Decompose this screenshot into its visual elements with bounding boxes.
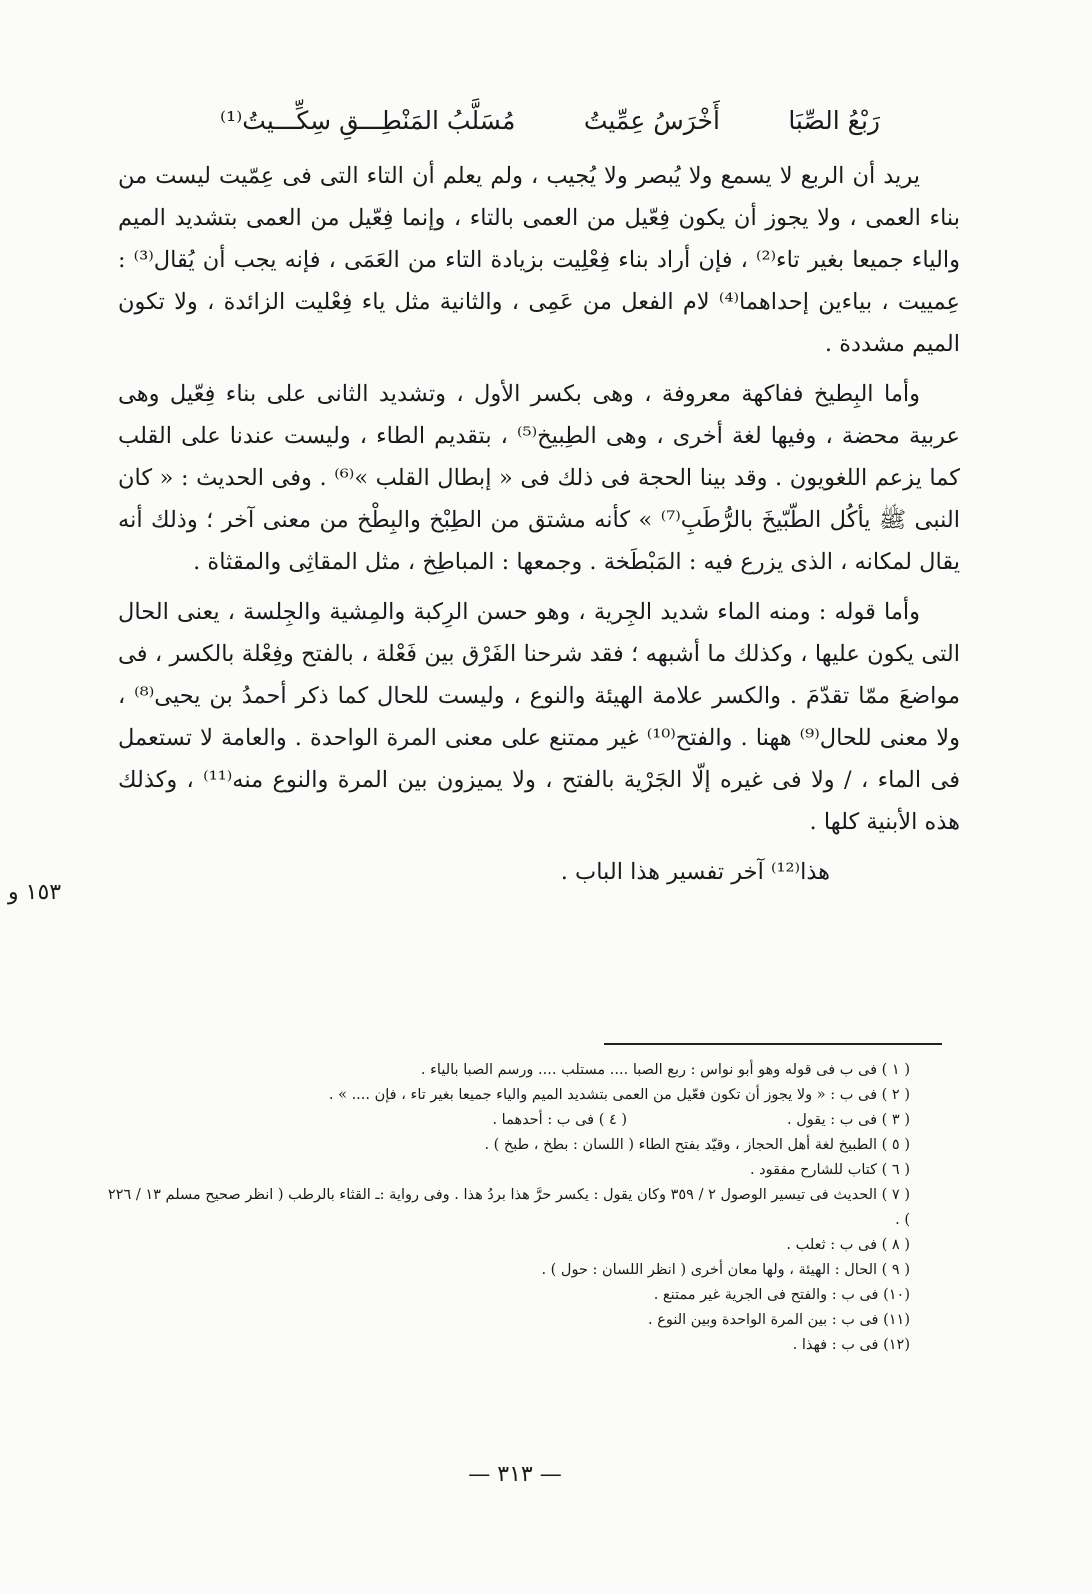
- paragraph-3: وأما قوله : ومنه الماء شديد الجِرية ، وهو حسن الرِكبة والمِشية والجِلسة ، يعنى الحال التى يكون عليها ، وكذلك ما أشبهه ؛ فقد شرحنا الفَرْق بين فَعْلة ، بالفتح وفِعْلة بالكسر ، فى مواضعَ ممّا تقدّمَ . والكسر علامة الهيئة والنوع ، وليست للحال كما ذكر أحمدُ بن يحيى⁽⁸⁾ ، ولا معنى للحال⁽⁹⁾ ههنا . والفتح⁽¹⁰⁾ غير ممتنع على معنى المرة الواحدة . والعامة لا تستعمل فى الماء ، / ولا فى غيره إلّا الجَرْية بالفتح ، ولا يميزون بين المرة والنوع منه⁽¹¹⁾ ، وكذلك هذه الأبنية كلها .: [118, 599, 960, 835]
- closing-line: هذا⁽¹²⁾ آخر تفسير هذا الباب .: [560, 859, 830, 885]
- paragraph-1: يريد أن الربع لا يسمع ولا يُبصر ولا يُجيب ، ولم يعلم أن التاء التى فى عِمّيت ليست من بناء العمى ، ولا يجوز أن يكون فِعّيل من العمى بالتاء ، وإنما فِعّيل من العمى بتشديد الميم والياء جميعا بغير تاء⁽²⁾ ، فإن أراد بناء فِعْلِيت بزيادة التاء من العَمَى ، فإنه يجب أن يُقال⁽³⁾ : عِمييت ، بياءين إحداهما⁽⁴⁾ لام الفعل من عَمِى ، والثانية مثل ياء فِعْليت الزائدة ، ولا تكون الميم مشددة .: [118, 163, 960, 357]
- paragraph-2: وأما البِطيخ ففاكهة معروفة ، وهى بكسر الأول ، وتشديد الثانى على بناء فِعّيل وهى عربية محضة ، وفيها لغة أخرى ، وهى الطِبيخ⁽⁵⁾ ، بتقديم الطاء ، وليست عندنا على القلب كما يزعم اللغويون . وقد بينا الحجة فى ذلك فى « إبطال القلب »⁽⁶⁾ . وفى الحديث : « كان النبى ﷺ يأكُل الطّبّيخَ بالرُّطَبِ⁽⁷⁾ » كأنه مشتق من الطِبْخ والبِطْخ من معنى آخر ؛ وذلك أنه يقال لمكانه ، الذى يزرع فيه : المَبْطَخة . وجمعها : المباطِخ ، مثل المقاثِى والمقثاة .: [118, 381, 961, 575]
- footnote-9: ( ٩ ) الحال : الهيئة ، ولها معان أخرى ( انظر اللسان : حول ) .: [541, 1262, 910, 1278]
- footnote-5: ( ٥ ) الطبيخ لغة أهل الحجاز ، وقيّد بفتح الطاء ( اللسان : بطخ ، طبخ ) .: [484, 1137, 910, 1153]
- footnote-row-3-4: [100, 1108, 910, 1133]
- verse-part-1: رَبْعُ الصِّبَا: [788, 106, 880, 135]
- footnote-divider: [604, 1043, 942, 1045]
- footnote-2: ( ٢ ) فى ب : « ولا يجوز أن تكون فعّيل من العمى بتشديد الميم والياء جميعا بغير تاء ، فإن .... » .: [328, 1087, 910, 1103]
- footnote-1: ( ١ ) فى ب فى قوله وهو أبو نواس : ربع الصبا .... مستلب .... ورسم الصبا بالياء .: [420, 1062, 910, 1078]
- footnote-7: ( ٧ ) الحديث فى تيسير الوصول ٢ / ٣٥٩ وكان يقول : يكسر حرَّ هذا بردُ هذا . وفى رواية :ـ القثاء بالرطب ( انظر صحيح مسلم ١٣ / ٢٢٦ ) .: [107, 1187, 910, 1228]
- main-text: [118, 155, 960, 901]
- footnote-12: (١٢) فى ب : فهذا .: [792, 1337, 910, 1353]
- footnote-4: ( ٤ ) فى ب : أحدهما .: [492, 1112, 628, 1128]
- footnote-11: (١١) فى ب : بين المرة الواحدة وبين النوع .: [648, 1312, 910, 1328]
- poetry-verse: [220, 104, 880, 138]
- manuscript-folio-marker: ١٥٣ و: [8, 880, 62, 905]
- footnote-6: ( ٦ ) كتاب للشارح مفقود .: [749, 1162, 910, 1178]
- footnotes: [100, 1058, 910, 1358]
- page-number: — ٣١٣ —: [468, 1462, 562, 1487]
- footnote-8: ( ٨ ) فى ب : ثعلب .: [786, 1237, 910, 1253]
- footnote-10: (١٠) فى ب : والفتح فى الجرية غير ممتنع .: [653, 1287, 910, 1303]
- footnote-3: ( ٣ ) فى ب : يقول .: [787, 1112, 910, 1128]
- verse-part-2: أَخْرَسُ عِمِّيتُ: [583, 106, 720, 135]
- verse-part-3: مُسَلَّبُ المَنْطِـــقِ سِكِّـــيتُ⁽¹⁾: [220, 106, 516, 135]
